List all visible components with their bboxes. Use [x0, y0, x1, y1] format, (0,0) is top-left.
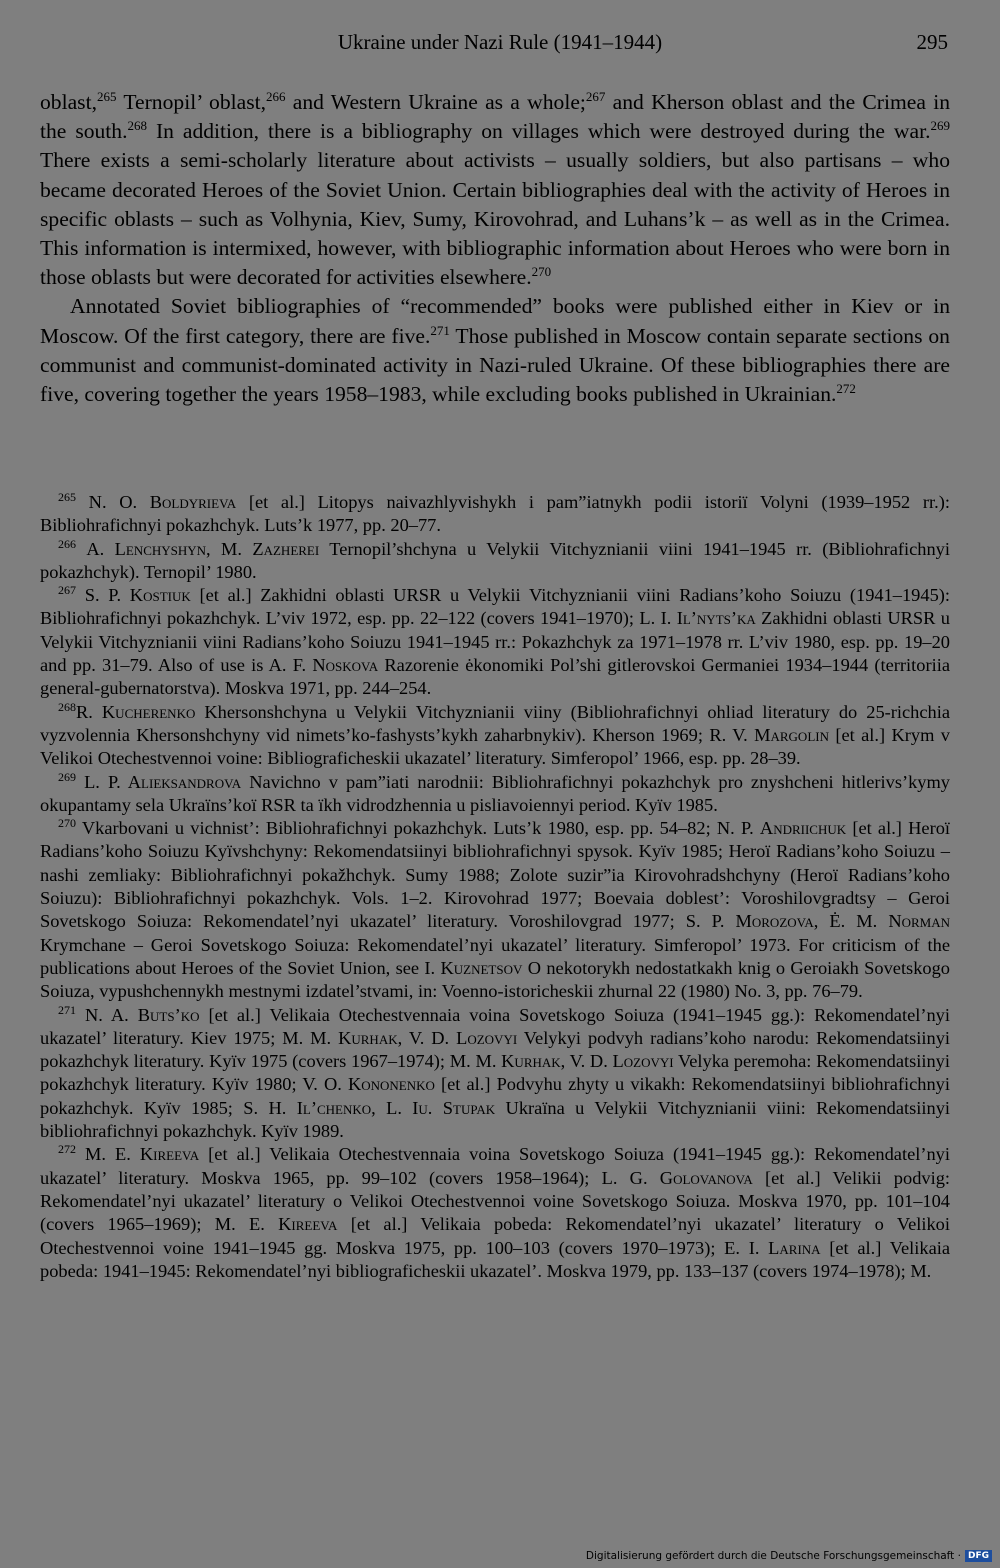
- footnote-text: [et al.] Zakhidni oblasti URSR u Velykii Vitchyznianii viini Radians’koho Soiuzu (1941–1945): Bibliohrafichnyi pokazhchyk. L’viv 1972, esp. pp. 22–122 (covers 1941–1970); L. I.: [40, 585, 950, 629]
- footnote-text: [et al.] Podvyhu zhyty u vikakh: Rekomendatsiinyi bibliohrafichnyi pokazhchyk. Kyïv 1985; S. H.: [40, 1074, 950, 1118]
- footnote-ref: 266: [266, 88, 286, 104]
- author-name: R. Kucherenko: [76, 701, 196, 722]
- credit-text: Digitalisierung gefördert durch die Deutsche Forschungsgemeinschaft ·: [585, 1550, 961, 1562]
- author-name: Morozova, Ė. M. Norman: [735, 911, 951, 932]
- footnote-text: Krymchane – Geroi Sovetskogo Soiuza: Rekomendatel’nyi ukazatel’ literatury. Simferopol’ 1973. For criticism of the publications about Heroes of the Soviet Union, see I.: [40, 934, 950, 978]
- footnote-text: [et al.] Velikaia Otechestvennaia voina Sovetskogo Soiuza (1941–1945 gg.): Rekomendatel’nyi ukazatel’ literatury. Kiev 1975; M. M.: [40, 1004, 950, 1048]
- author-name: Kireeva: [278, 1214, 338, 1235]
- footnote-ref: 269: [930, 118, 950, 134]
- text-run: Ternopil’ oblast,: [116, 90, 267, 114]
- footnote-text: Ternopil’shchyna u Velykii Vitchyznianii viini 1941–1945 rr. (Bibliohrafichnyi pokazhchyk). Ternopil’ 1980.: [40, 538, 950, 582]
- author-name: Kononenko: [347, 1074, 435, 1095]
- author-name: S. P. Kostiuk: [84, 585, 191, 606]
- footnote-text: O nekotorykh nedostatkakh knig o Geroiakh Sovetskogo Soiuza, vypushchennykh mestnymi izdatel’stvami, in: Voenno-istoricheskii zhurnal 22 (1980) No. 3, pp. 76–79.: [40, 957, 950, 1002]
- footnote-text: Ukraïna u Velykii Vitchyznianii viini: Rekomendatsiinyi bibliohrafichnyi pokazhchyk. Kyïv 1989.: [40, 1097, 950, 1142]
- footnotes: [40, 491, 950, 1283]
- footnote-272: [40, 1143, 950, 1283]
- page-header: [0, 30, 1000, 60]
- text-run: In addition, there is a bibliography on villages which were destroyed during the war.: [147, 119, 931, 144]
- page-number: 295: [916, 30, 948, 54]
- main-text: [40, 88, 950, 409]
- footnote-268: [40, 701, 950, 771]
- author-name: Noskova: [312, 655, 379, 676]
- footnote-text: Navichno v pam”iati narodnii: Bibliohrafichnyi pokazhchyk pro znyshcheni hitlerivs’kymy okupantamy sela Ukraïns’koï RSR ta ïkh vidrodzhennia u pisliavoiennyi period. Kyïv 1985.: [40, 771, 951, 815]
- author-name: Kurhak, V. D. Lozovyi: [501, 1051, 674, 1072]
- text-run: and Kherson oblast and the Crimea in the south.: [40, 90, 951, 144]
- footnote-271: [40, 1004, 950, 1144]
- footnote-text: [et al.] Heroï Radians’koho Soiuzu Kyïvshchyny: Rekomendatsiinyi bibliohrafichnyi spysok. Kyïv 1985; Heroï Radians’koho Soiuzu – nashi zemliaky: Bibliohrafichnyi pokažhchyk. Sumy 1988; Zolote suzir”ia Kirovohradshchyny (Heroï Radians’koho Soiuzu): Bibliohrafichnyi pokazhchyk. Vols. 1–2. Kirovohrad 1977; Boevaia doblest’: Voroshilovgradtsy – Geroi Sovetskogo Soiuza: Rekomendatel’nyi ukazatel’ literatury. Voroshilovgrad 1977; S. P.: [40, 818, 950, 932]
- footnote-text: Vkarbovani u vichnist’: Bibliohrafichnyi pokazhchyk. Luts’k 1980, esp. pp. 54–82; N. P.: [81, 818, 760, 839]
- author-name: Il’chenko, L. Iu. Stupak: [296, 1097, 496, 1118]
- author-name: N. O. Boldyrieva: [88, 492, 237, 512]
- author-name: M. E. Kireeva: [85, 1144, 200, 1165]
- footnote-text: Zakhidni oblasti URSR u Velykii Vitchyznianii viini Radians’koho Soiuzu 1941–1945 rr.: Pokazhchyk za 1971–1978 rr. L’viv 1980, esp. pp. 19–20 and pp. 31–79. Also of use is A. F.: [40, 608, 950, 676]
- dfg-logo: DFG: [965, 1550, 992, 1562]
- footnote-text: [et al.] Krym v Velikoi Otechestvennoi voine: Bibliograficheskii ukazatel’ literatury. Simferopol’ 1966, esp. pp. 28–39.: [40, 724, 951, 769]
- text-run: oblast,: [40, 90, 97, 114]
- author-name: N. A. Buts’ko: [85, 1004, 200, 1025]
- footnote-number: 272: [58, 1142, 76, 1157]
- footnote-ref: 272: [836, 380, 856, 396]
- text-run: and Western Ukraine as a whole;: [285, 90, 586, 114]
- footnote-text: Velyka peremoha: Rekomendatsiinyi pokazhchyk literatury. Kyïv 1980; V. O.: [40, 1051, 950, 1095]
- paragraph-2: [40, 292, 950, 409]
- footnote-ref: 270: [531, 264, 552, 280]
- author-name: L. P. Alieksandrova: [84, 771, 242, 792]
- digitization-credit: [586, 1550, 992, 1562]
- footnote-number: 267: [58, 583, 76, 598]
- text-run: Annotated Soviet bibliographies of “recommended” books were published either in Kiev or in Moscow. Of the first category, there are five.: [40, 294, 950, 348]
- footnote-number: 268: [58, 699, 76, 714]
- footnote-text: [et al.] Litopys naivazhlyvishykh i pam”iatnykh podii istoriï Volyni (1939–1952 rr.): Bibliohrafichnyi pokazhchyk. Luts’k 1977, pp. 20–77.: [40, 492, 950, 536]
- footnote-text: Velykyi podvyh radians’koho narodu: Rekomendatsiinyi pokazhchyk literatury. Kyïv 1975 (covers 1967–1974); M. M.: [40, 1027, 950, 1072]
- author-name: Kurhak, V. D. Lozovyi: [338, 1027, 518, 1048]
- footnote-text: [et al.] Velikii podvig: Rekomendatel’nyi ukazatel’ literatury o Velikoi Otechestvennoi voine Sovetskogo Soiuza. Moskva 1970, pp. 101–104 (covers 1965–1969); M. E.: [40, 1167, 951, 1235]
- author-name: Il’nyts’ka: [676, 608, 756, 629]
- footnote-text: Razorenie ėkonomiki Pol’shi gitlerovskoi Germaniei 1934–1944 (territoriia general-gubernatorstva). Moskva 1971, pp. 244–254.: [40, 655, 950, 699]
- footnote-number: 269: [58, 769, 76, 784]
- text-run: Those published in Moscow contain separate sections on communist and communist-dominated activity in Nazi-ruled Ukraine. Of these bibliographies there are five, covering together the years 1958–1983, while excluding books published in Ukrainian.: [40, 323, 950, 407]
- footnote-text: Khersonshchyna u Velykii Vitchyznianii viiny (Bibliohrafichnyi ohliad literatury do 25-richchia vyzvolennia Khersonshchyny vid nimets’ko-fashysts’kykh zaharbnykiv). Kherson 1969; R. V.: [40, 701, 950, 745]
- footnote-ref: 265: [96, 88, 117, 104]
- footnote-269: [40, 771, 950, 818]
- footnote-265: [40, 491, 950, 538]
- author-name: Golovanova: [659, 1167, 753, 1188]
- footnote-number: 270: [58, 816, 76, 831]
- footnote-266: [40, 538, 950, 585]
- footnote-text: [et al.] Velikaia pobeda: Rekomendatel’nyi ukazatel’ literatury o Velikoi Otechestvennoi voine 1941–1945 gg. Moskva 1975, pp. 100–103 (covers 1970–1973); E. I.: [40, 1214, 950, 1258]
- footnote-text: [et al.] Velikaia pobeda: 1941–1945: Rekomendatel’nyi bibliograficheskii ukazatel’. Moskva 1979, pp. 133–137 (covers 1974–1978); M.: [40, 1237, 950, 1281]
- text-run: There exists a semi-scholarly literature about activists – usually soldiers, but also partisans – who became decorated Heroes of the Soviet Union. Certain bibliographies deal with the activity of Heroes in specific oblasts – such as Volhynia, Kiev, Sumy, Kirovohrad, and Luhans’k – as well as in the Crimea. This information is intermixed, however, with bibliographic information about Heroes who were born in those oblasts but were decorated for activities elsewhere.: [40, 148, 950, 290]
- footnote-ref: 268: [127, 118, 148, 134]
- author-name: Margolin: [754, 724, 829, 745]
- author-name: Andriichuk: [759, 818, 847, 839]
- footnote-ref: 271: [430, 322, 450, 338]
- footnote-ref: 267: [585, 88, 606, 104]
- running-title: Ukraine under Nazi Rule (1941–1944): [337, 30, 663, 54]
- paragraph-1: [40, 88, 950, 292]
- footnote-number: 265: [58, 489, 76, 504]
- author-name: A. Lenchyshyn, M. Zazherei: [86, 538, 320, 559]
- author-name: Larina: [768, 1237, 821, 1258]
- footnote-267: [40, 584, 950, 700]
- footnote-number: 266: [58, 536, 76, 551]
- footnote-270: [40, 817, 950, 1003]
- author-name: Kuznetsov: [440, 957, 523, 978]
- footnote-text: [et al.] Velikaia Otechestvennaia voina Sovetskogo Soiuza (1941–1945 gg.): Rekomendatel’nyi ukazatel’ literatury. Moskva 1965, pp. 99–102 (covers 1958–1964); L. G.: [40, 1144, 950, 1188]
- footnote-number: 271: [58, 1002, 76, 1017]
